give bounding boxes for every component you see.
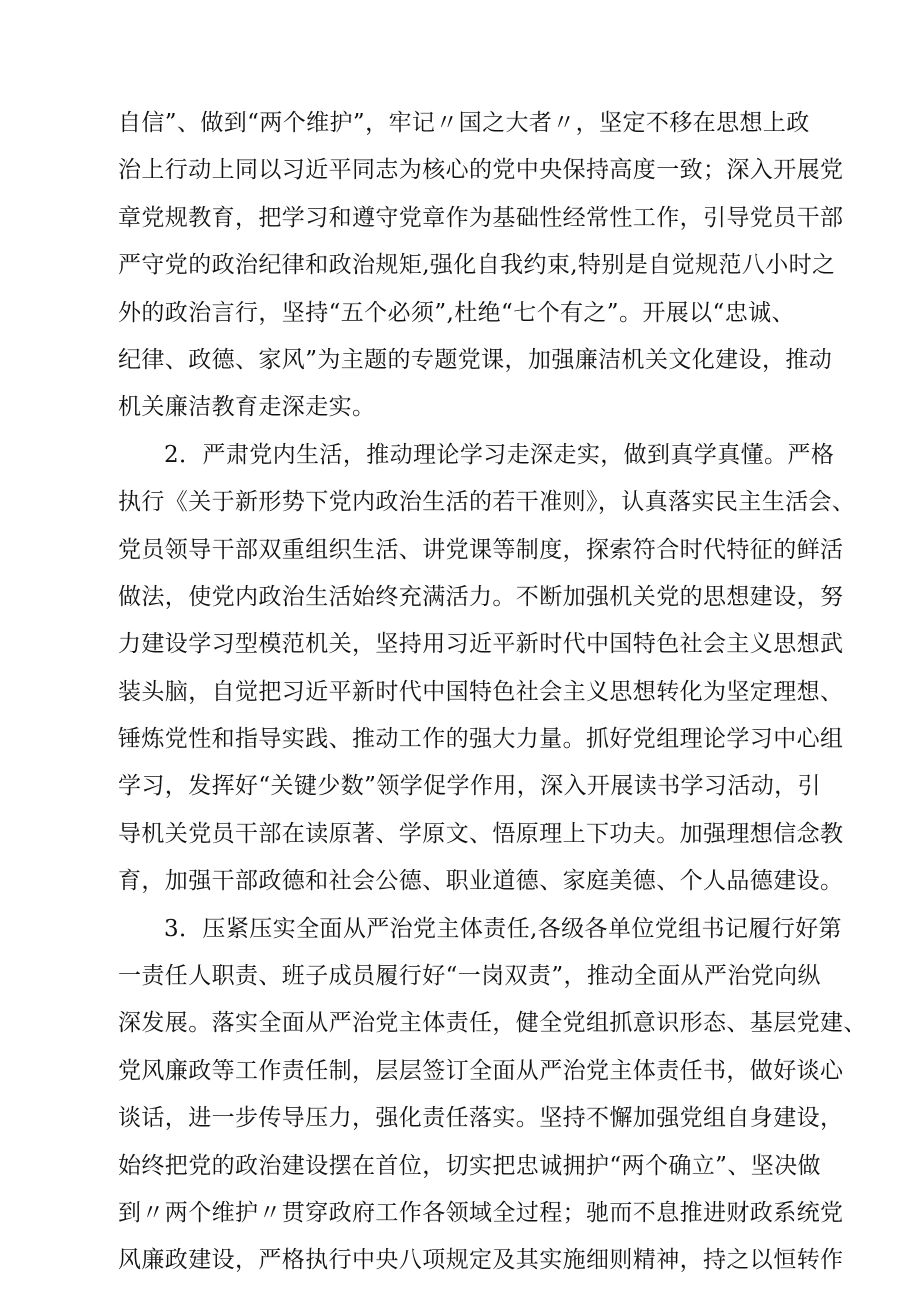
body-text: [118, 100, 867, 1285]
text-line: 谈话，进一步传导压力，强化责任落实。坚持不懈加强党组自身建设，: [118, 1105, 844, 1132]
text-line: 章党规教育，把学习和遵守党章作为基础性经常性工作，引导党员干部: [118, 204, 844, 231]
text-line: 风廉政建设，严格执行中央八项规定及其实施细则精神，持之以恒转作: [118, 1247, 844, 1274]
text-line: 党员领导干部双重组织生活、讲党课等制度，探索符合时代特征的鲜活: [118, 536, 844, 563]
text-line: 外的政治言行，坚持“五个必须”,杜绝“七个有之”。开展以“忠诚、: [118, 299, 795, 326]
text-line: 到〃两个维护〃贯穿政府工作各领域全过程；驰而不息推进财政系统党: [118, 1199, 844, 1226]
text-line: 执行《关于新形势下党内政治生活的若干准则》，认真落实民主生活会、: [118, 489, 856, 516]
text-line: 装头脑，自觉把习近平新时代中国特色社会主义思想转化为坚定理想、: [118, 678, 844, 705]
paragraph-3-start: 3．压紧压实全面从严治党主体责任,各级各单位党组书记履行好第: [164, 915, 842, 942]
text-line: 自信”、做到“两个维护”，牢记〃国之大者〃，坚定不移在思想上政: [118, 110, 810, 136]
text-line: 学习，发挥好“关键少数”领学促学作用，深入开展读书学习活动，引: [118, 773, 821, 800]
text-line: 力建设学习型模范机关，坚持用习近平新时代中国特色社会主义思想武: [118, 631, 844, 658]
text-line: 育，加强干部政德和社会公德、职业道德、家庭美德、个人品德建设。: [118, 868, 844, 895]
text-line: 机关廉洁教育走深走实。: [118, 394, 376, 421]
text-line: 导机关党员干部在读原著、学原文、悟原理上下功夫。加强理想信念教: [118, 820, 844, 847]
text-line: 一责任人职责、班子成员履行好“一岗双责”，推动全面从严治党向纵: [118, 963, 821, 990]
text-line: 严守党的政治纪律和政治规矩,强化自我约束,特别是自觉规范八小时之: [118, 252, 836, 279]
text-line: 做法，使党内政治生活始终充满活力。不断加强机关党的思想建设，努: [118, 583, 844, 610]
text-line: 党风廉政等工作责任制，层层签订全面从严治党主体责任书，做好谈心: [118, 1057, 844, 1084]
text-line: 始终把党的政治建设摆在首位，切实把忠诚拥护“两个确立”、坚决做: [118, 1152, 821, 1179]
text-line: 治上行动上同以习近平同志为核心的党中央保持高度一致；深入开展党: [118, 157, 844, 184]
text-line: 锤炼党性和指导实践、推动工作的强大力量。抓好党组理论学习中心组: [118, 726, 844, 753]
text-line: 深发展。落实全面从严治党主体责任，健全党组抓意识形态、基层党建、: [118, 1010, 867, 1037]
text-line: 纪律、政德、家风”为主题的专题党课，加强廉洁机关文化建设，推动: [118, 346, 833, 373]
paragraph-2-start: 2．严肃党内生活，推动理论学习走深走实，做到真学真懂。严格: [164, 441, 835, 468]
